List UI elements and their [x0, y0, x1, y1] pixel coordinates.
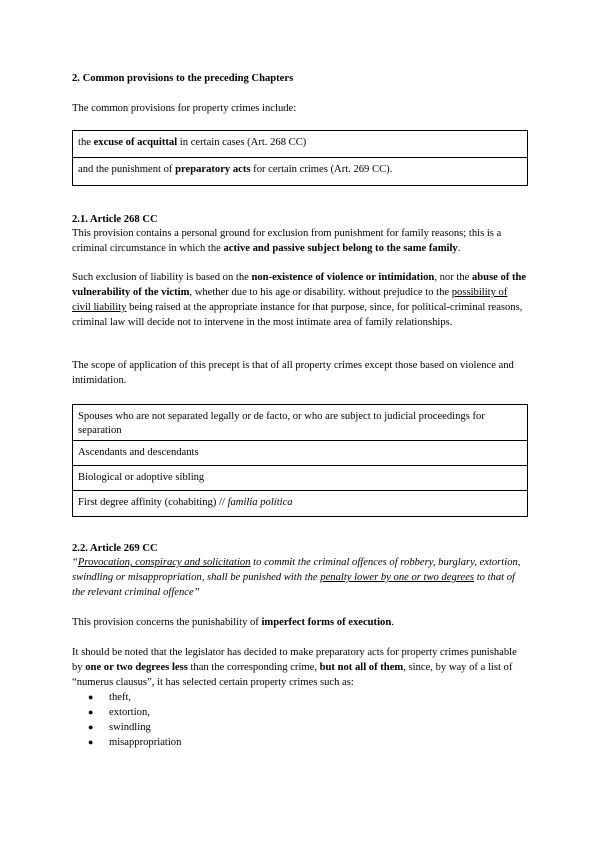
bullet-icon: ●	[88, 707, 94, 717]
table-row: Ascendants and descendants	[73, 441, 527, 466]
paragraph: The common provisions for property crimes include:	[72, 103, 297, 114]
list-item: ● theft,	[88, 692, 132, 703]
section-heading: 2. Common provisions to the preceding Chapters	[72, 73, 294, 84]
paragraph: The scope of application of this precept is that of all property crimes except those based on violence and intimidation.	[72, 360, 514, 386]
bullet-icon: ●	[88, 737, 94, 747]
section-heading: 2.2. Article 269 CC	[72, 543, 158, 554]
table-row: Biological or adoptive sibling	[73, 466, 527, 491]
table-row: First degree affinity (cohabiting) // familia política	[78, 497, 293, 508]
family-relations-table	[72, 404, 528, 517]
table-row: Spouses who are not separated legally or de facto, or who are subject to judicial proceedings for separation	[73, 405, 527, 441]
table-row: and the punishment of preparatory acts for certain crimes (Art. 269 CC).	[78, 164, 393, 175]
paragraph: This provision concerns the punishability of imperfect forms of execution.	[72, 617, 394, 628]
paragraph: It should be noted that the legislator has decided to make preparatory acts for property crimes punishable by one or two degrees less than the corresponding crime, but not all of them, since, by way of a list of “numerus clausus”, it has selected certain property crimes such as:	[72, 647, 517, 688]
list-item: ● swindling	[88, 722, 151, 733]
provisions-table	[72, 130, 528, 186]
section-heading: 2.1. Article 268 CC	[72, 214, 158, 225]
list-item: ● extortion,	[88, 707, 150, 718]
quotation: “Provocation, conspiracy and solicitation to commit the criminal offences of robbery, burglary, extortion, swindling or misappropriation, shall be punished with the penalty lower by one or two degrees to that of the relevant criminal offence”	[72, 557, 521, 598]
paragraph: This provision contains a personal ground for exclusion from punishment for family reasons; this is a criminal circumstance in which the active and passive subject belong to the same family.	[72, 228, 502, 254]
paragraph: Such exclusion of liability is based on the non-existence of violence or intimidation, nor the abuse of the vulnerability of the victim, whether due to his age or disability. without prejudice to the possibility of civil liability being raised at the appropriate instance for that purpose, since, for political-criminal reasons, criminal law will decide not to intervene in the most intimate area of family relationships.	[72, 272, 527, 328]
list-item: ● misappropriation	[88, 737, 182, 748]
bullet-icon: ●	[88, 722, 94, 732]
table-row: the excuse of acquittal in certain cases (Art. 268 CC)	[73, 131, 527, 158]
crimes-list	[72, 690, 528, 750]
bullet-icon: ●	[88, 692, 94, 702]
